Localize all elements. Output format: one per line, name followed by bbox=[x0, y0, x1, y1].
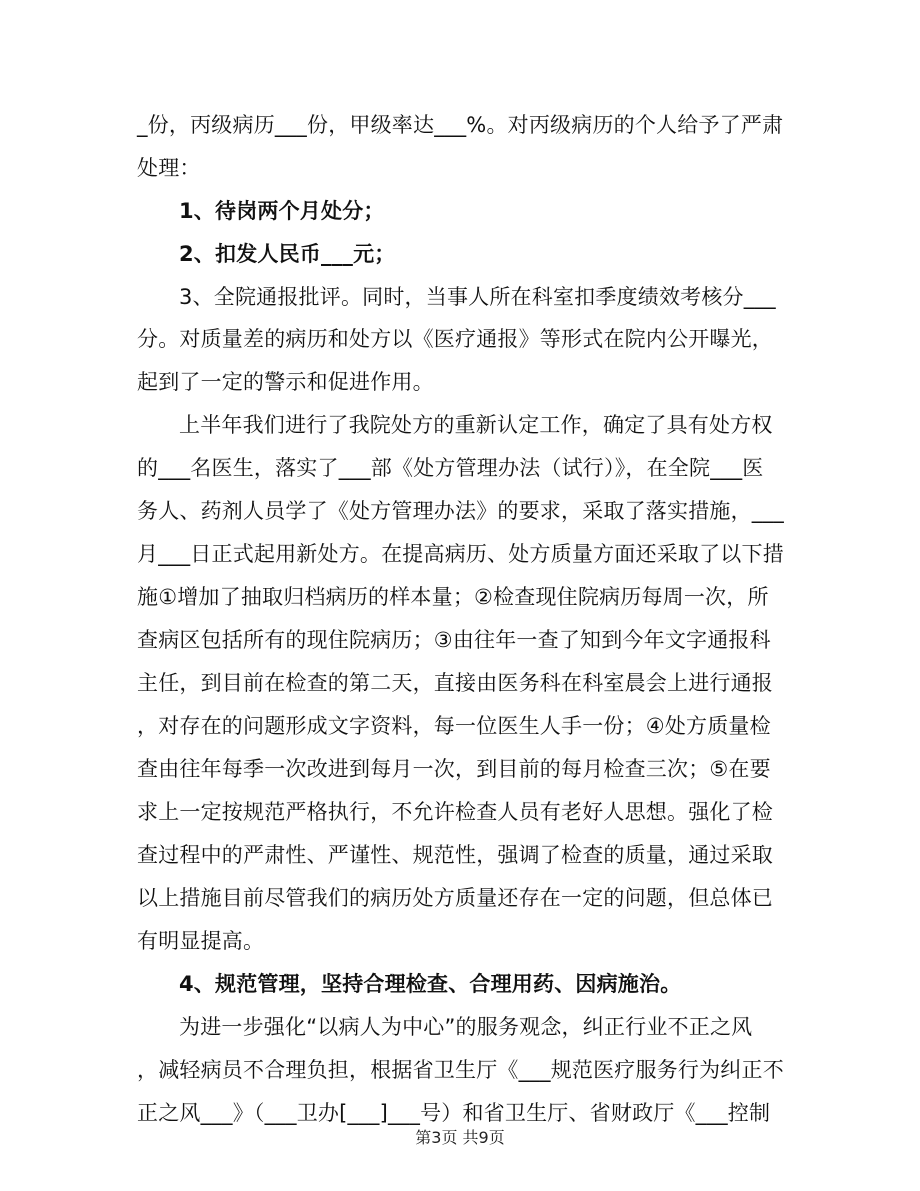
text-line: 起到了一定的警示和促进作用。 bbox=[137, 370, 434, 394]
text-line: 施①增加了抽取归档病历的样本量；②检查现住院病历每周一次，所 bbox=[137, 585, 769, 609]
list-item-heading: 2、扣发人民币___元； bbox=[179, 242, 396, 266]
paragraph-start: 上半年我们进行了我院处方的重新认定工作，确定了具有处方权 bbox=[179, 413, 773, 437]
page-number: 第3页 共9页 bbox=[415, 1128, 505, 1147]
text-line: 查过程中的严肃性、严谨性、规范性，强调了检查的质量，通过采取 bbox=[137, 843, 773, 867]
text-line: 查病区包括所有的现住院病历；③由往年一查了知到今年文字通报科 bbox=[137, 628, 771, 652]
text-line: 3、全院通报批评。同时，当事人所在科室扣季度绩效考核分___ bbox=[179, 285, 776, 309]
text-line: 月___日正式起用新处方。在提高病历、处方质量方面还采取了以下措 bbox=[137, 542, 784, 566]
text-line: ，对存在的问题形成文字资料，每一位医生人手一份；④处方质量检 bbox=[137, 714, 771, 738]
text-line: 务人、药剂人员学了《处方管理办法》的要求，采取了落实措施，___ bbox=[137, 499, 784, 523]
text-line: 查由往年每季一次改进到每月一次，到目前的每月检查三次；⑤在要 bbox=[137, 757, 771, 781]
text-line: 的___名医生，落实了___部《处方管理办法（试行）》，在全院___医 bbox=[137, 456, 764, 480]
text-line: 主任，到目前在检查的第二天，直接由医务科在科室晨会上进行通报 bbox=[137, 671, 773, 695]
text-line: 处理： bbox=[137, 156, 201, 180]
list-item-heading: 1、待岗两个月处分； bbox=[179, 199, 385, 223]
text-line: 分。对质量差的病历和处方以《医疗通报》等形式在院内公开曝光， bbox=[137, 327, 773, 351]
text-line: 求上一定按规范严格执行，不允许检查人员有老好人思想。强化了检 bbox=[137, 800, 773, 824]
paragraph-start: 为进一步强化“以病人为中心”的服务观念，纠正行业不正之风 bbox=[179, 1015, 753, 1039]
text-line: 有明显提高。 bbox=[137, 929, 265, 953]
text-line: 正之风___》（___卫办[___]___号）和省卫生厅、省财政厅《___控制 bbox=[137, 1101, 771, 1125]
text-line: ，减轻病员不合理负担，根据省卫生厅《___规范医疗服务行为纠正不 bbox=[137, 1058, 784, 1082]
text-line: _份，丙级病历___份，甲级率达___%。对丙级病历的个人给予了严肃 bbox=[137, 113, 784, 137]
text-line: 以上措施目前尽管我们的病历处方质量还存在一定的问题，但总体已 bbox=[137, 886, 773, 910]
section-heading: 4、规范管理，坚持合理检查、合理用药、因病施治。 bbox=[179, 972, 682, 996]
